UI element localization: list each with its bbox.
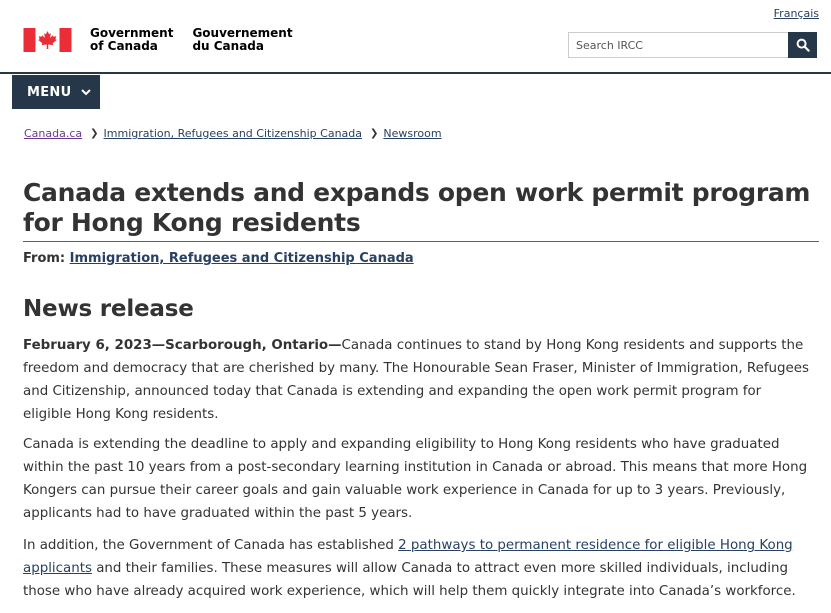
from-line — [23, 251, 414, 266]
breadcrumb-newsroom[interactable]: Newsroom — [383, 127, 442, 140]
wordmark-english — [90, 27, 173, 53]
dateline: February 6, 2023—Scarborough, Ontario— — [23, 338, 342, 353]
wordmark-en-line1: Government — [90, 26, 174, 40]
search-input[interactable] — [568, 32, 788, 58]
paragraph-3-intro: In addition, the Government of Canada has established — [23, 538, 399, 553]
header-divider — [0, 72, 831, 74]
breadcrumb-ircc[interactable]: Immigration, Refugees and Citizenship Canada — [103, 127, 362, 140]
paragraph-1 — [23, 334, 813, 426]
paragraph-3 — [23, 534, 813, 603]
wordmark-fr-line2: du Canada — [192, 39, 264, 53]
title-underline — [23, 241, 819, 242]
pathways-link[interactable]: 2 pathways to permanent residence for eligible Hong Kong applicants — [23, 538, 793, 576]
chevron-down-icon — [81, 89, 91, 96]
from-label: From: — [23, 251, 66, 266]
paragraph-2: Canada is extending the deadline to apply and expanding eligibility to Hong Kong residents who have graduated within the past 10 years from a post-secondary learning institution in Canada or abroad. This means that more Hong Kongers can pursue their career goals and gain valuable work experience in Canada for up to 3 years. Previously, applicants had to have graduated within the past 5 years. — [23, 437, 808, 521]
site-search — [568, 32, 817, 58]
menu-button[interactable] — [12, 75, 100, 109]
chevron-right-icon: ❯ — [370, 128, 379, 139]
page-title: Canada extends and expands open work permit program for Hong Kong residents — [23, 178, 811, 237]
paragraph-3-rest: and their families. These measures will allow Canada to attract even more skilled individuals, including those who have already acquired work experience, which will help them quickly integrate into Canada’s workforce. — [23, 561, 796, 599]
magnifier-icon — [796, 38, 810, 52]
wordmark-french — [192, 27, 292, 53]
wordmark-fr-line1: Gouvernement — [192, 26, 293, 40]
government-signature[interactable] — [23, 27, 312, 53]
breadcrumb — [24, 127, 442, 140]
menu-label: MENU — [27, 84, 72, 100]
search-button[interactable] — [788, 32, 817, 58]
canada-flag-icon — [23, 28, 72, 52]
section-heading: News release — [23, 296, 194, 322]
language-toggle-link[interactable]: Français — [773, 7, 819, 20]
wordmark-en-line2: of Canada — [90, 39, 158, 53]
chevron-right-icon: ❯ — [90, 128, 99, 139]
from-department-link[interactable]: Immigration, Refugees and Citizenship Canada — [69, 251, 414, 266]
paragraph-1-text: Canada continues to stand by Hong Kong residents and supports the freedom and democracy that are cherished by many. The Honourable Sean Fraser, Minister of Immigration, Refugees and Citizenship, announced today that Canada is extending and expanding the open work permit program for eligible Hong Kong residents. — [23, 338, 809, 422]
breadcrumb-canada-ca[interactable]: Canada.ca — [24, 127, 83, 140]
